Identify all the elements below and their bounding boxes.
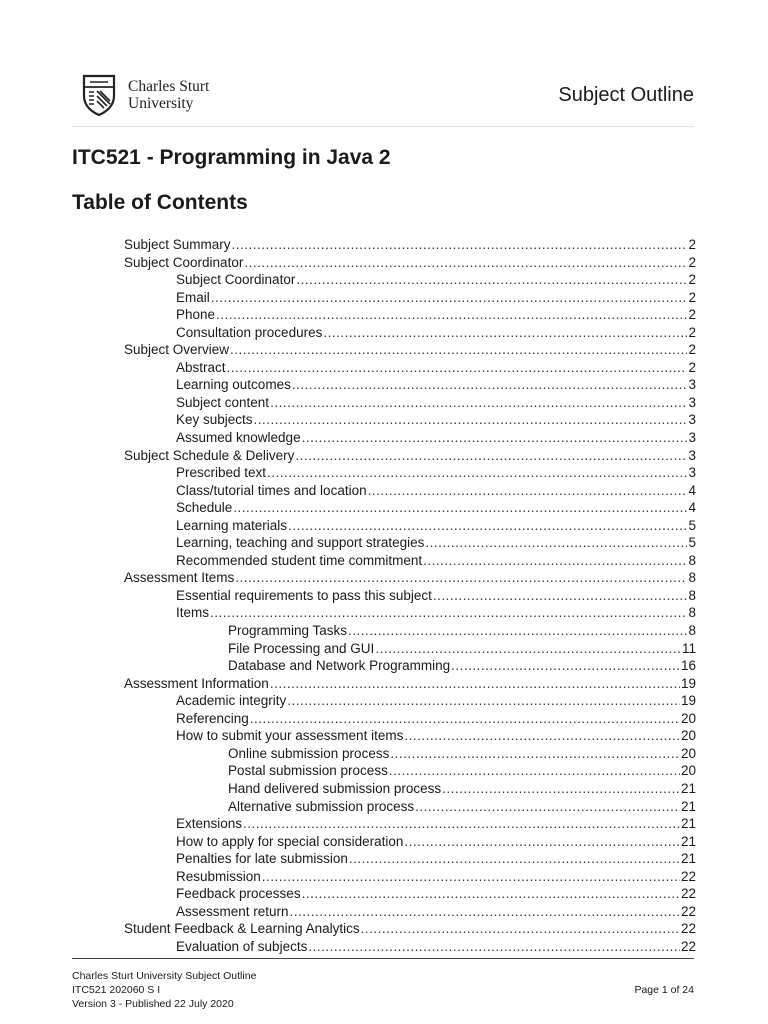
toc-entry-page: 2 (688, 307, 696, 323)
toc-entry-page: 3 (688, 412, 696, 428)
toc-dot-leader (230, 341, 687, 359)
toc-entry-title: How to submit your assessment items (176, 728, 404, 744)
toc-entry[interactable] (124, 692, 696, 710)
toc-entry-title: Subject Summary (124, 237, 231, 252)
toc-entry-page: 20 (680, 710, 696, 726)
toc-entry-page: 3 (688, 377, 696, 393)
toc-entry-title: Learning, teaching and support strategies (176, 535, 425, 551)
toc-entry[interactable] (124, 552, 696, 570)
toc-entry[interactable] (124, 903, 696, 921)
toc-entry-title: Student Feedback & Learning Analytics (124, 921, 360, 937)
toc-entry-title: Essential requirements to pass this subject (176, 587, 432, 603)
toc-entry[interactable] (124, 938, 696, 956)
toc-entry-page: 21 (680, 816, 696, 832)
toc-entry-page: 2 (688, 254, 696, 270)
toc-entry-page: 5 (688, 517, 696, 533)
toc-entry-title: Abstract (176, 359, 226, 375)
toc-entry[interactable] (124, 604, 696, 622)
logo-line-2: University (128, 95, 194, 112)
toc-entry[interactable] (124, 411, 696, 429)
toc-entry[interactable] (124, 833, 696, 851)
toc-entry-page: 2 (688, 359, 696, 375)
toc-entry-title: Feedback processes (176, 886, 301, 902)
toc-entry[interactable] (124, 429, 696, 447)
toc-dot-leader (349, 850, 680, 868)
toc-dot-leader (290, 903, 680, 921)
toc-dot-leader (389, 762, 680, 780)
toc-entry-title: Postal submission process (228, 763, 388, 779)
toc-entry[interactable] (124, 482, 696, 500)
toc-dot-leader (254, 411, 688, 429)
toc-dot-leader (270, 675, 680, 693)
toc-dot-leader (415, 798, 680, 816)
toc-entry-title: Online submission process (228, 745, 390, 761)
toc-entry[interactable] (124, 850, 696, 868)
toc-entry-page: 8 (688, 570, 696, 586)
toc-entry-title: How to apply for special consideration (176, 833, 404, 849)
university-crest-icon (82, 74, 116, 116)
toc-entry[interactable] (124, 306, 696, 324)
toc-entry-title: Prescribed text (176, 465, 267, 481)
toc-dot-leader (292, 376, 688, 394)
toc-entry-title: Evaluation of subjects (176, 938, 308, 954)
toc-entry-page: 20 (680, 763, 696, 779)
toc-entry-title: Subject Coordinator (176, 272, 296, 288)
toc-dot-leader (250, 710, 680, 728)
toc-entry[interactable] (124, 868, 696, 886)
toc-entry[interactable] (124, 675, 696, 693)
toc-entry[interactable] (124, 780, 696, 798)
toc-entry[interactable] (124, 517, 696, 535)
toc-entry-page: 8 (688, 552, 696, 568)
toc-dot-leader (216, 306, 687, 324)
toc-dot-leader (232, 236, 688, 254)
toc-entry[interactable] (124, 534, 696, 552)
toc-entry-title: Hand delivered submission process (228, 780, 442, 796)
toc-dot-leader (262, 868, 680, 886)
toc-entry-title: Schedule (176, 500, 233, 516)
toc-entry-title: Subject Coordinator (124, 254, 244, 270)
toc-entry[interactable] (124, 920, 696, 938)
toc-entry-page: 20 (680, 745, 696, 761)
toc-entry-title: Assessment Items (124, 570, 235, 586)
toc-entry-title: Subject Overview (124, 342, 230, 358)
toc-dot-leader (308, 938, 680, 956)
toc-dot-leader (267, 464, 687, 482)
toc-entry-title: Email (176, 289, 210, 305)
document-type: Subject Outline (558, 84, 694, 106)
footer-line-2: ITC521 202060 S I (72, 984, 161, 996)
toc-entry[interactable] (124, 289, 696, 307)
toc-entry[interactable] (124, 499, 696, 517)
footer-line-1: Charles Sturt University Subject Outline (72, 970, 257, 982)
toc-entry[interactable] (124, 394, 696, 412)
table-of-contents (124, 236, 696, 955)
toc-entry-page: 3 (688, 394, 696, 410)
toc-entry-page: 19 (680, 693, 696, 709)
toc-entry-title: Academic integrity (176, 693, 287, 709)
toc-entry[interactable] (124, 640, 696, 658)
toc-dot-leader (390, 745, 680, 763)
toc-dot-leader (404, 727, 680, 745)
toc-dot-leader (288, 517, 687, 535)
toc-entry-title: Alternative submission process (228, 798, 415, 814)
toc-entry[interactable] (124, 745, 696, 763)
toc-dot-leader (287, 692, 680, 710)
toc-dot-leader (227, 359, 688, 377)
toc-entry[interactable] (124, 271, 696, 289)
toc-entry[interactable] (124, 324, 696, 342)
toc-dot-leader (270, 394, 687, 412)
toc-entry-page: 4 (688, 482, 696, 498)
toc-dot-leader (243, 815, 680, 833)
toc-entry-title: Subject content (176, 394, 270, 410)
toc-dot-leader (423, 552, 687, 570)
toc-entry[interactable] (124, 762, 696, 780)
toc-entry-title: Database and Network Programming (228, 658, 451, 674)
toc-dot-leader (375, 640, 681, 658)
toc-entry-title: Penalties for late submission (176, 851, 348, 867)
toc-entry[interactable] (124, 447, 696, 465)
toc-entry-page: 3 (688, 465, 696, 481)
toc-entry[interactable] (124, 798, 696, 816)
toc-entry-page: 2 (688, 272, 696, 288)
toc-entry-title: Resubmission (176, 868, 261, 884)
university-logo (72, 66, 209, 124)
toc-entry[interactable] (124, 341, 696, 359)
toc-entry-page: 2 (688, 237, 696, 252)
toc-entry-title: Subject Schedule & Delivery (124, 447, 295, 463)
toc-entry-page: 3 (688, 430, 696, 446)
toc-entry-page: 21 (680, 780, 696, 796)
footer-line-3: Version 3 - Published 22 July 2020 (72, 998, 234, 1010)
toc-entry[interactable] (124, 815, 696, 833)
toc-dot-leader (244, 254, 687, 272)
toc-dot-leader (361, 920, 680, 938)
toc-entry-page: 5 (688, 535, 696, 551)
page-footer (72, 958, 694, 1010)
toc-entry-page: 21 (680, 851, 696, 867)
toc-entry-title: Key subjects (176, 412, 253, 428)
toc-dot-leader (323, 324, 687, 342)
toc-entry-page: 21 (680, 798, 696, 814)
toc-dot-leader (425, 534, 687, 552)
toc-entry[interactable] (124, 376, 696, 394)
subject-title: ITC521 - Programming in Java 2 (72, 146, 391, 169)
toc-entry-page: 2 (688, 324, 696, 340)
toc-dot-leader (368, 482, 688, 500)
page-header (72, 66, 694, 127)
logo-line-1: Charles Sturt (128, 78, 210, 95)
toc-dot-leader (211, 289, 688, 307)
toc-dot-leader (302, 885, 680, 903)
toc-entry-page: 8 (688, 605, 696, 621)
toc-entry-page: 4 (688, 500, 696, 516)
toc-heading: Table of Contents (72, 191, 248, 214)
toc-entry-title: Extensions (176, 816, 243, 832)
toc-dot-leader (210, 604, 687, 622)
toc-entry[interactable] (124, 236, 696, 254)
toc-entry-title: Recommended student time commitment (176, 552, 423, 568)
toc-entry-page: 19 (680, 675, 696, 691)
toc-entry-page: 22 (680, 903, 696, 919)
toc-entry[interactable] (124, 464, 696, 482)
toc-dot-leader (235, 569, 687, 587)
toc-entry-page: 20 (680, 728, 696, 744)
toc-entry-page: 22 (680, 921, 696, 937)
toc-entry-title: Items (176, 605, 210, 621)
toc-entry[interactable] (124, 727, 696, 745)
toc-entry[interactable] (124, 254, 696, 272)
toc-entry-title: Assumed knowledge (176, 430, 301, 446)
toc-entry-page: 8 (688, 623, 696, 639)
toc-entry[interactable] (124, 569, 696, 587)
toc-entry-page: 21 (680, 833, 696, 849)
toc-entry[interactable] (124, 587, 696, 605)
logo-wordmark (128, 78, 209, 112)
toc-entry-title: Referencing (176, 710, 249, 726)
toc-entry-page: 2 (688, 289, 696, 305)
toc-entry[interactable] (124, 657, 696, 675)
toc-dot-leader (451, 657, 680, 675)
toc-entry-page: 22 (680, 938, 696, 954)
toc-entry-title: Assessment Information (124, 675, 269, 691)
toc-entry-title: Phone (176, 307, 216, 323)
toc-entry[interactable] (124, 710, 696, 728)
toc-entry-page: 2 (688, 342, 696, 358)
toc-entry-title: Consultation procedures (176, 324, 323, 340)
toc-entry-title: Programming Tasks (228, 623, 348, 639)
toc-entry[interactable] (124, 359, 696, 377)
toc-entry[interactable] (124, 885, 696, 903)
toc-entry-page: 11 (681, 640, 696, 656)
toc-entry-page: 22 (680, 886, 696, 902)
toc-dot-leader (233, 499, 687, 517)
toc-dot-leader (296, 271, 687, 289)
toc-dot-leader (404, 833, 680, 851)
toc-dot-leader (433, 587, 688, 605)
toc-entry-title: Assessment return (176, 903, 289, 919)
toc-entry-title: Learning materials (176, 517, 288, 533)
toc-dot-leader (302, 429, 688, 447)
toc-entry[interactable] (124, 622, 696, 640)
toc-dot-leader (295, 447, 687, 465)
footer-info (72, 969, 256, 1011)
toc-entry-page: 22 (680, 868, 696, 884)
toc-entry-title: Learning outcomes (176, 377, 291, 393)
toc-entry-title: Class/tutorial times and location (176, 482, 367, 498)
toc-dot-leader (348, 622, 687, 640)
page-number: Page 1 of 24 (634, 984, 694, 996)
toc-entry-page: 16 (680, 658, 696, 674)
toc-entry-page: 8 (688, 587, 696, 603)
toc-dot-leader (442, 780, 680, 798)
toc-entry-page: 3 (688, 447, 696, 463)
toc-entry-title: File Processing and GUI (228, 640, 375, 656)
